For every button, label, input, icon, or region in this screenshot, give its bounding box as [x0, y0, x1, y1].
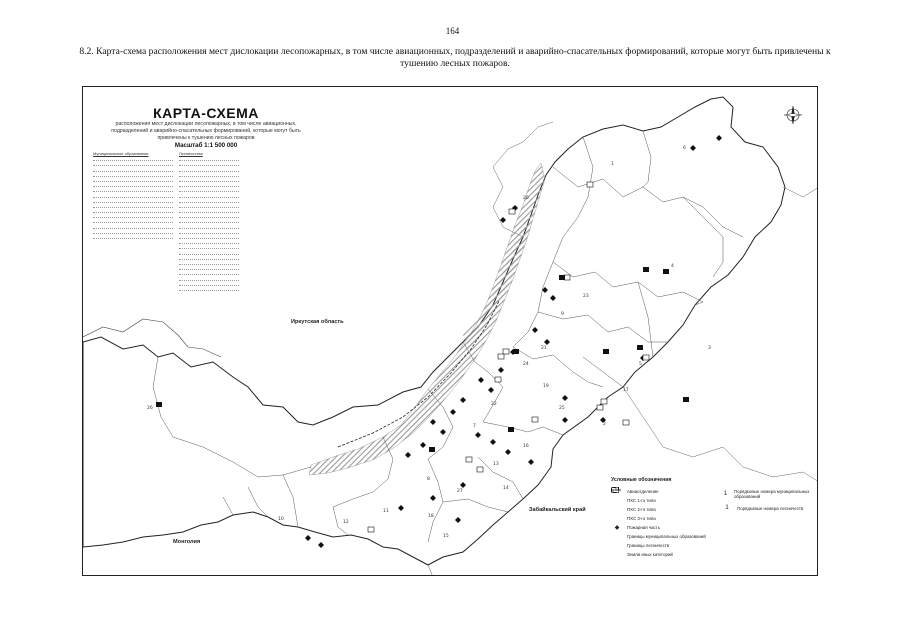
legend-label: ПХС 1-го типа	[627, 498, 656, 503]
svg-text:4: 4	[671, 264, 674, 269]
legend-item	[721, 501, 811, 515]
number-forest-icon: 1	[725, 505, 729, 511]
map-frame	[82, 86, 818, 576]
legend-label: Границы лесничеств	[627, 543, 670, 548]
region-label-mongolia: Монголия	[173, 539, 201, 545]
municipal-table-header: Муниципальные образования	[93, 151, 149, 156]
svg-text:17: 17	[623, 388, 629, 393]
compass-icon	[784, 106, 802, 124]
map-legend	[611, 477, 811, 557]
map-title: КАРТА-СХЕМА	[153, 105, 259, 121]
legend-item	[611, 496, 706, 505]
square-thirds-icon	[611, 507, 623, 513]
legend-label: Порядковые номера лесничеств	[737, 505, 804, 511]
svg-text:20: 20	[523, 196, 529, 201]
municipal-table	[93, 151, 173, 239]
map-title-block	[101, 105, 311, 149]
map-scale: Масштаб 1:1 500 000	[174, 142, 238, 149]
svg-text:14: 14	[503, 486, 509, 491]
hatch-icon	[611, 552, 623, 558]
region-label-zabaikalsky: Забайкальский край	[529, 507, 586, 513]
legend-item	[611, 532, 706, 541]
svg-text:1: 1	[611, 162, 614, 167]
svg-text:10: 10	[278, 517, 284, 522]
svg-text:13: 13	[493, 462, 499, 467]
svg-text:9: 9	[561, 312, 564, 317]
square-outline-icon	[611, 516, 623, 522]
svg-text:6: 6	[683, 146, 686, 151]
svg-text:25: 25	[559, 406, 565, 411]
legend-item	[611, 541, 706, 550]
forestry-table	[179, 151, 239, 291]
svg-text:16: 16	[523, 444, 529, 449]
svg-text:21: 21	[541, 346, 547, 351]
legend-label: ПХС 3-го типа	[627, 516, 656, 521]
forestry-table-header: Лесничества	[179, 151, 203, 156]
legend-label: Земли иных категорий	[627, 552, 673, 557]
legend-column-left	[611, 487, 706, 559]
figure-caption: 8.2. Карта-схема расположения мест дислокации лесопожарных, в том числе авиационных, подразделений и аварийно-спасательных формирований, которые могут быть привлечены к тушению лесных пожаров.	[79, 46, 831, 69]
map-subtitle-1: расположения мест дислокации лесопожарных, в том числе авиационных,	[115, 121, 297, 127]
legend-item	[721, 487, 811, 501]
border-forest-icon	[611, 543, 623, 549]
border-mun-icon	[611, 534, 623, 540]
svg-text:23: 23	[583, 294, 589, 299]
legend-item	[611, 514, 706, 523]
svg-text:8: 8	[427, 477, 430, 482]
legend-column-right	[721, 487, 811, 515]
legend-item	[611, 505, 706, 514]
svg-text:24: 24	[523, 362, 529, 367]
legend-item	[611, 550, 706, 559]
svg-text:3: 3	[708, 346, 711, 351]
legend-label: Пожарная часть	[627, 525, 661, 530]
legend-label: Порядковые номера муниципальных образований	[733, 489, 810, 499]
legend-label: Авиаотделение	[627, 489, 659, 494]
svg-text:26: 26	[147, 406, 153, 411]
svg-text:12: 12	[343, 520, 349, 525]
square-half-icon	[611, 498, 623, 504]
svg-text:19: 19	[543, 384, 549, 389]
legend-label: ПХС 2-го типа	[627, 507, 656, 512]
legend-title: Условные обозначения	[611, 477, 672, 483]
number-mun-icon: 1	[723, 491, 728, 497]
svg-text:22: 22	[491, 402, 497, 407]
region-label-irkutsk: Иркутская область	[291, 319, 344, 325]
svg-text:27: 27	[457, 489, 463, 494]
legend-label: Границы муниципальных образований	[627, 534, 706, 539]
svg-text:11: 11	[383, 509, 389, 514]
svg-text:7: 7	[473, 424, 476, 429]
svg-text:5: 5	[639, 362, 642, 367]
map-subtitle-2: подразделений и аварийно-спасательных формирований, которые могут быть	[111, 128, 301, 134]
legend-item	[611, 523, 706, 532]
page-number: 164	[445, 26, 460, 36]
map-subtitle-3: привлечены к тушению лесных пожаров	[157, 135, 255, 141]
legend-item	[611, 487, 706, 496]
svg-text:18: 18	[428, 514, 434, 519]
svg-text:2: 2	[603, 422, 606, 427]
svg-text:15: 15	[443, 534, 449, 539]
diamond-icon: ◆	[614, 525, 620, 531]
